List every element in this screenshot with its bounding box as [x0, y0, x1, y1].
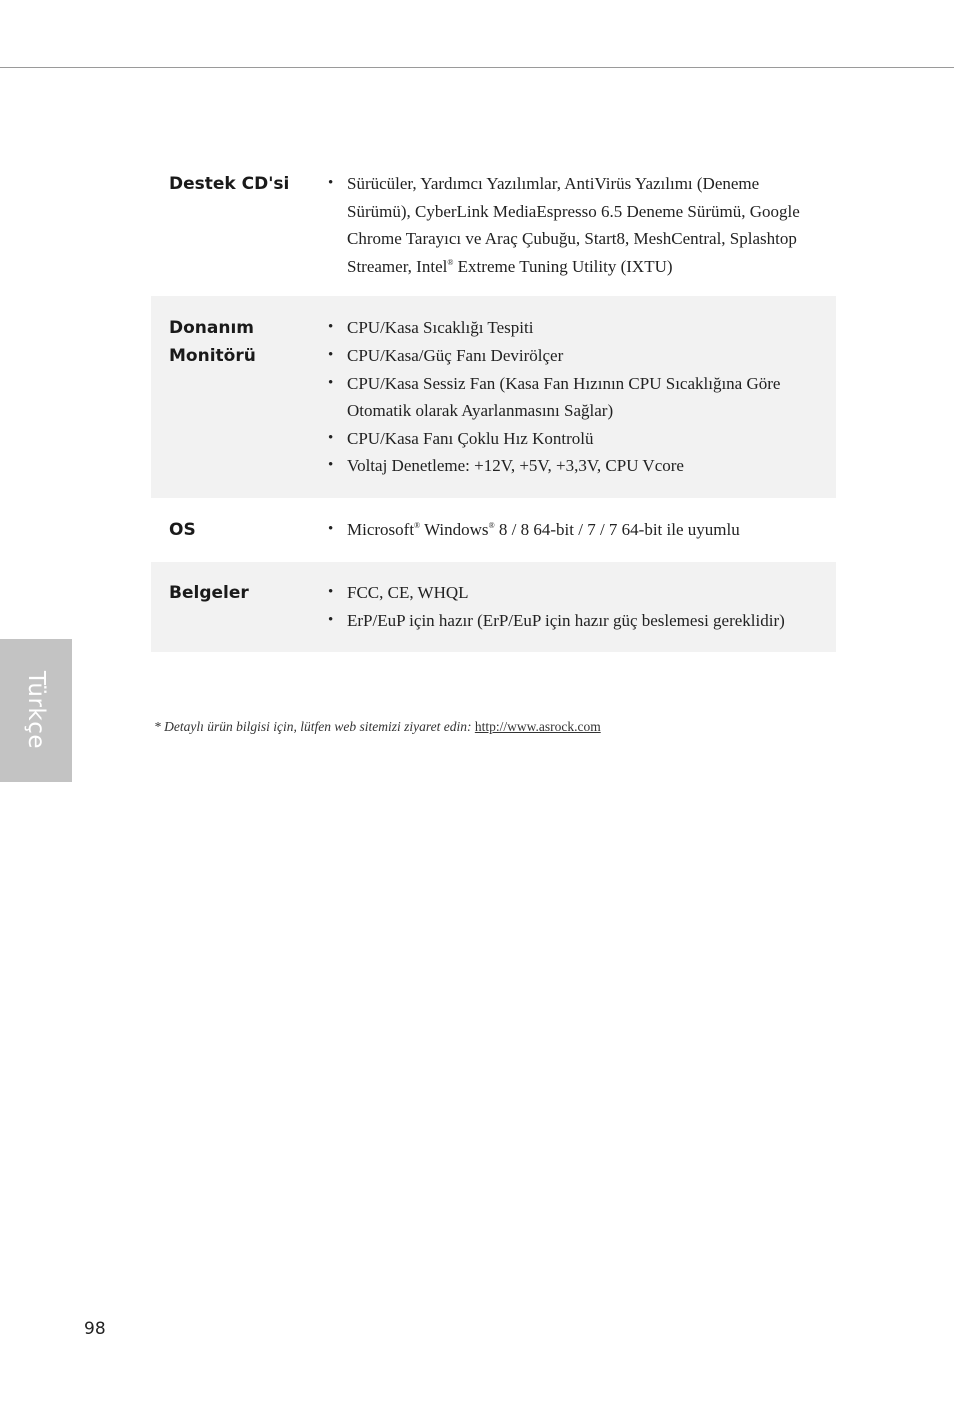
spec-items: [328, 170, 836, 280]
header-rule: [0, 67, 954, 68]
spec-label-line: Donanım: [169, 318, 255, 339]
page-number: 98: [84, 1319, 106, 1339]
spec-row-hardware-monitor: [151, 296, 836, 498]
spec-row-certifications: [151, 562, 836, 652]
spec-items: [328, 579, 836, 634]
spec-item: • FCC, CE, WHQL: [328, 579, 816, 607]
spec-label-line: Monitörü: [169, 346, 256, 367]
spec-item: • ErP/EuP için hazır (ErP/EuP için hazır güç beslemesi gereklidir): [328, 607, 816, 635]
spec-item: • CPU/Kasa Sıcaklığı Tespiti: [328, 314, 816, 342]
website-link[interactable]: http://www.asrock.com: [474, 719, 601, 734]
spec-item: • CPU/Kasa Sessiz Fan (Kasa Fan Hızının CPU Sıcaklığına Göre Otomatik olarak Ayarlanmasını Sağlar): [328, 370, 816, 425]
spec-item: • Microsoft® Windows® 8 / 8 64-bit / 7 / 7 64-bit ile uyumlu: [328, 516, 816, 544]
spec-row-support-cd: [151, 156, 836, 296]
language-tab-label: Türkçe: [23, 670, 49, 750]
spec-item: • CPU/Kasa/Güç Fanı Devirölçer: [328, 342, 816, 370]
spec-table: [151, 156, 836, 652]
spec-items: [328, 516, 836, 544]
footnote: [154, 719, 601, 735]
spec-label: OS: [169, 519, 196, 540]
spec-row-os: [151, 498, 836, 562]
spec-label: Destek CD'si: [169, 174, 290, 194]
spec-label: [169, 314, 328, 480]
spec-label: Belgeler: [169, 582, 249, 603]
spec-items: [328, 314, 836, 480]
spec-item: • Sürücüler, Yardımcı Yazılımlar, AntiVirüs Yazılımı (Deneme Sürümü), CyberLink MediaEspresso 6.5 Deneme Sürümü, Google Chrome Tarayıcı ve Araç Çubuğu, Start8, MeshCentral, Splashtop Streamer, Intel® Extreme Tuning Utility (IXTU): [328, 170, 816, 280]
spec-item: • Voltaj Denetleme: +12V, +5V, +3,3V, CPU Vcore: [328, 452, 816, 480]
spec-item: • CPU/Kasa Fanı Çoklu Hız Kontrolü: [328, 425, 816, 453]
footnote-text: * Detaylı ürün bilgisi için, lütfen web sitemizi ziyaret edin:: [154, 719, 475, 734]
